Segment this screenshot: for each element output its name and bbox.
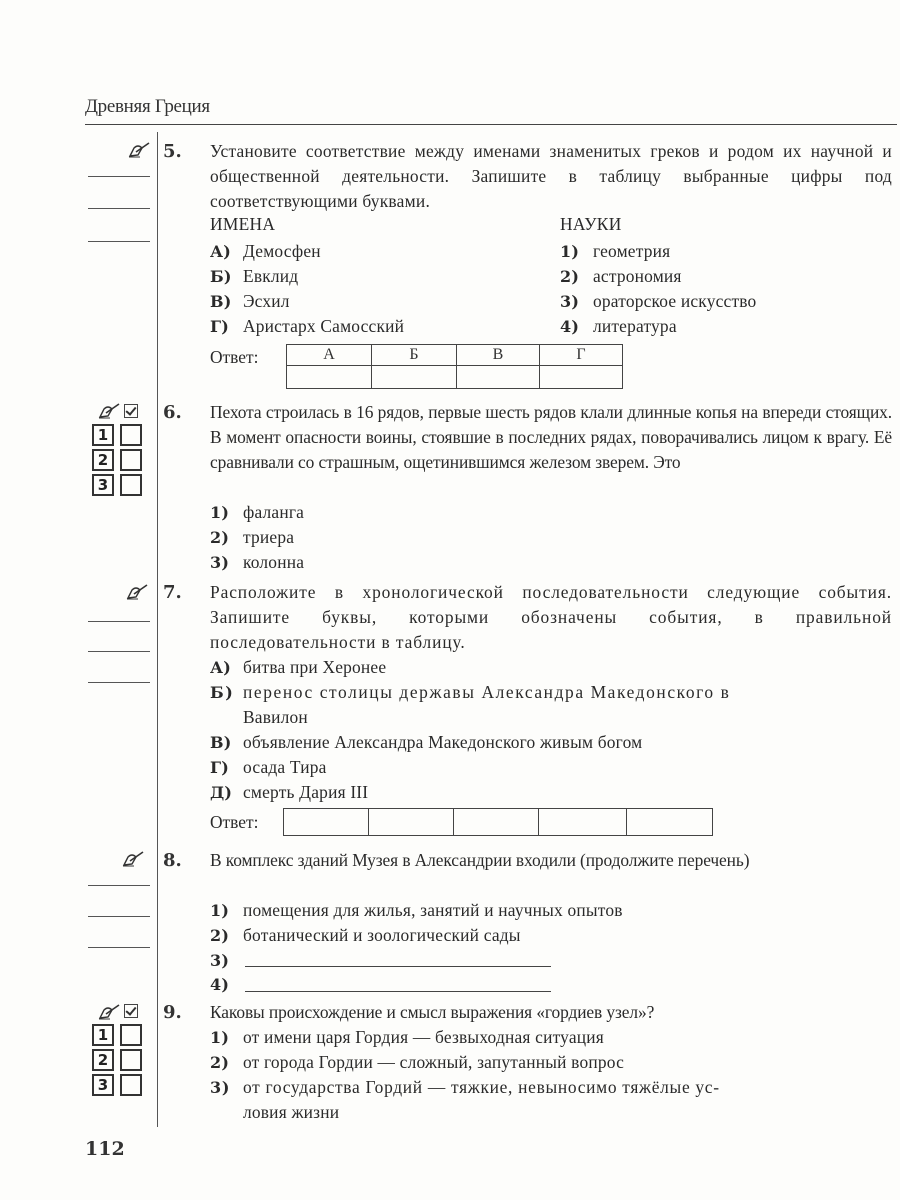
option-number-box: 2 bbox=[92, 1049, 114, 1071]
answer-column-header: Б bbox=[372, 345, 457, 366]
event-item: Г) осада Тира bbox=[210, 757, 327, 777]
question-text: Расположите в хронологической последовательности следующие события. Запишите буквы, которыми обозначены события, в правильной последовательности в таблицу. bbox=[210, 582, 892, 652]
header-rule bbox=[85, 124, 897, 125]
page-number: 112 bbox=[85, 1138, 125, 1160]
answer-table bbox=[286, 344, 623, 389]
name-item: Б) Евклид bbox=[210, 266, 299, 286]
score-line bbox=[88, 651, 150, 652]
pencil-write-icon bbox=[128, 142, 150, 158]
pencil-write-icon bbox=[126, 584, 148, 600]
answer-cell[interactable] bbox=[540, 366, 623, 389]
score-line bbox=[88, 176, 150, 177]
fill-in-line-4[interactable] bbox=[245, 991, 551, 992]
answer-column-header: Г bbox=[540, 345, 623, 366]
answer-cell[interactable] bbox=[454, 809, 539, 836]
score-line bbox=[88, 241, 150, 242]
pencil-write-icon bbox=[122, 851, 144, 867]
answer-option[interactable]: 2) от города Гордии — сложный, запутанный вопрос bbox=[210, 1052, 624, 1072]
answer-checkbox[interactable] bbox=[120, 1049, 142, 1071]
event-item-continuation: Вавилон bbox=[243, 707, 308, 727]
answer-cell[interactable] bbox=[372, 366, 457, 389]
answer-option[interactable]: 1) фаланга bbox=[210, 502, 305, 522]
option-number-box: 3 bbox=[92, 474, 114, 496]
running-head: Древняя Греция bbox=[85, 96, 210, 117]
answer-column-header: А bbox=[287, 345, 372, 366]
science-item: 3) ораторское искусство bbox=[560, 291, 757, 311]
option-number-box: 2 bbox=[92, 449, 114, 471]
sciences-heading: НАУКИ bbox=[560, 214, 622, 234]
answer-option[interactable]: 1) от имени царя Гордия — безвыходная ситуация bbox=[210, 1027, 604, 1047]
score-line bbox=[88, 208, 150, 209]
question-number: 7. bbox=[163, 582, 182, 603]
fill-in-line-3[interactable] bbox=[245, 966, 551, 967]
pencil-write-icon bbox=[98, 403, 120, 419]
name-item: Г) Аристарх Самосский bbox=[210, 316, 405, 336]
list-item: 1) помещения для жилья, занятий и научных опытов bbox=[210, 900, 623, 920]
question-text: В комплекс зданий Музея в Александрии входили (продолжите перечень) bbox=[210, 850, 750, 870]
answer-cell[interactable] bbox=[284, 809, 369, 836]
option-number-box: 1 bbox=[92, 1024, 114, 1046]
option-number-box: 3 bbox=[92, 1074, 114, 1096]
question-number: 6. bbox=[163, 402, 182, 423]
question-number: 5. bbox=[163, 141, 182, 162]
score-line bbox=[88, 621, 150, 622]
answer-option[interactable]: 3) от государства Гордий — тяжкие, невыносимо тяжёлые ус- bbox=[210, 1077, 720, 1097]
names-heading: ИМЕНА bbox=[210, 214, 276, 234]
margin-rule bbox=[157, 132, 158, 1127]
answer-checkbox[interactable] bbox=[120, 1074, 142, 1096]
list-item: 3) bbox=[210, 951, 230, 970]
pencil-write-icon bbox=[98, 1004, 120, 1020]
event-item: Д) смерть Дария III bbox=[210, 782, 369, 802]
checkmark-box-icon bbox=[124, 1004, 138, 1018]
question-number: 8. bbox=[163, 850, 182, 871]
answer-option[interactable]: 2) триера bbox=[210, 527, 295, 547]
checkmark-box-icon bbox=[124, 404, 138, 418]
answer-checkbox[interactable] bbox=[120, 474, 142, 496]
answer-cell[interactable] bbox=[539, 809, 627, 836]
answer-checkbox[interactable] bbox=[120, 424, 142, 446]
name-item: А) Демосфен bbox=[210, 241, 321, 261]
answer-table bbox=[283, 808, 713, 836]
event-item: В) объявление Александра Македонского живым богом bbox=[210, 732, 643, 752]
list-item: 4) bbox=[210, 975, 230, 994]
answer-checkbox[interactable] bbox=[120, 449, 142, 471]
option-number-box: 1 bbox=[92, 424, 114, 446]
science-item: 4) литература bbox=[560, 316, 677, 336]
score-line bbox=[88, 682, 150, 683]
question-text: Установите соответствие между именами знаменитых греков и родом их научной и общественной деятельности. Запишите в таблицу выбранные цифры под соответствующими буквами. bbox=[210, 141, 892, 211]
answer-cell[interactable] bbox=[457, 366, 540, 389]
answer-cell[interactable] bbox=[369, 809, 454, 836]
science-item: 2) астрономия bbox=[560, 266, 682, 286]
answer-label: Ответ: bbox=[210, 812, 259, 832]
answer-cell[interactable] bbox=[287, 366, 372, 389]
score-line bbox=[88, 885, 150, 886]
question-number: 9. bbox=[163, 1002, 182, 1023]
question-text: Пехота строилась в 16 рядов, первые шесть рядов клали длинные копья на впереди стоящих. В момент опасности воины, стоявшие в последних рядах, поворачивались лицом к врагу. Её сравнивали со страшным, ощетинившимся железом зверем. Это bbox=[210, 402, 892, 472]
answer-label: Ответ: bbox=[210, 347, 259, 367]
score-line bbox=[88, 947, 150, 948]
list-item: 2) ботанический и зоологический сады bbox=[210, 925, 521, 945]
score-line bbox=[88, 916, 150, 917]
science-item: 1) геометрия bbox=[560, 241, 671, 261]
answer-checkbox[interactable] bbox=[120, 1024, 142, 1046]
answer-cell[interactable] bbox=[627, 809, 713, 836]
question-text: Каковы происхождение и смысл выражения «гордиев узел»? bbox=[210, 1002, 655, 1022]
answer-option[interactable]: 3) колонна bbox=[210, 552, 305, 572]
event-item: Б) перенос столицы державы Александра Македонского в bbox=[210, 682, 731, 702]
event-item: А) битва при Херонее bbox=[210, 657, 387, 677]
answer-column-header: В bbox=[457, 345, 540, 366]
answer-option-continuation: ловия жизни bbox=[243, 1102, 340, 1122]
name-item: В) Эсхил bbox=[210, 291, 290, 311]
